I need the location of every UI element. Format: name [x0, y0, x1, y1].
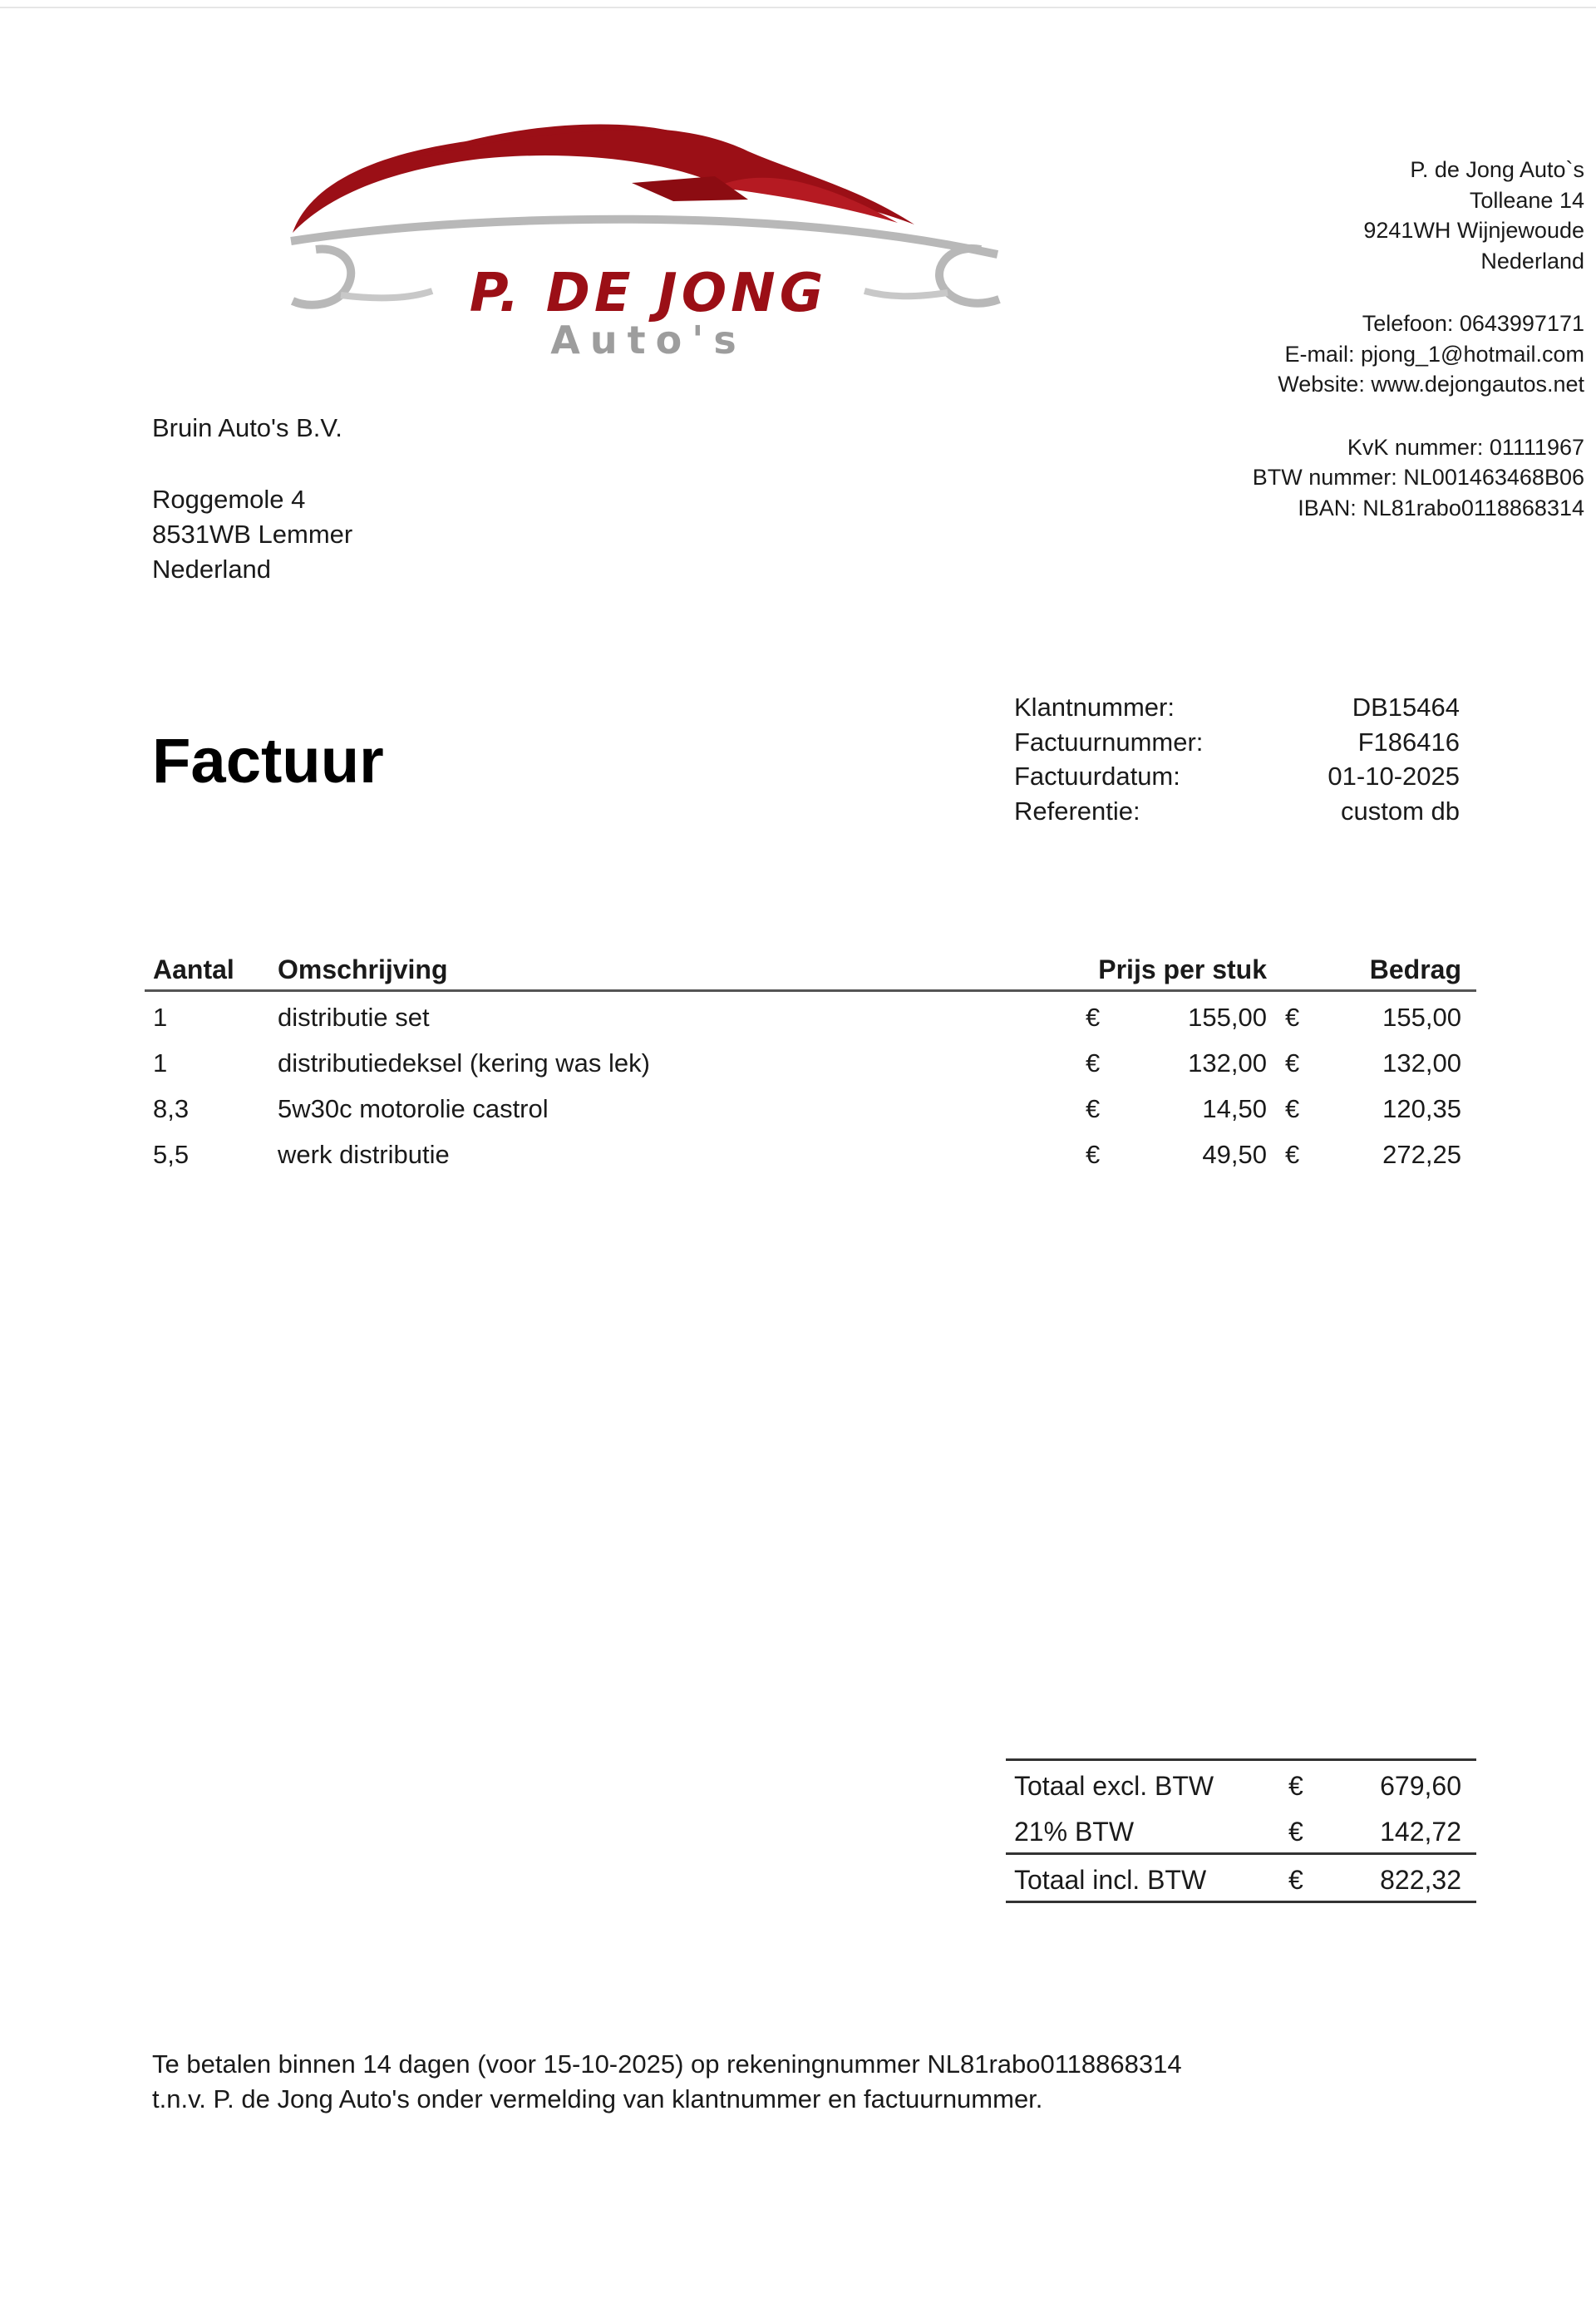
meta-row	[1014, 690, 1460, 725]
company-country: Nederland	[1480, 248, 1584, 274]
item-qty: 8,3	[153, 1094, 190, 1123]
currency-symbol: €	[1285, 1048, 1300, 1078]
currency-symbol: €	[1086, 1048, 1101, 1078]
client-postal-city: 8531WB Lemmer	[152, 520, 353, 549]
currency-symbol: €	[1285, 1003, 1300, 1032]
currency-symbol: €	[1086, 1094, 1101, 1123]
meta-label: Factuurnummer:	[1014, 727, 1204, 757]
item-unit-price: 155,00	[1188, 1003, 1267, 1032]
total-row-excl-vat	[1006, 1761, 1476, 1807]
header-qty: Aantal	[153, 954, 234, 984]
table-header	[145, 951, 1476, 992]
company-address-block	[1002, 155, 1584, 523]
item-description: distributiedeksel (kering was lek)	[278, 1048, 650, 1078]
currency-symbol: €	[1086, 1140, 1101, 1169]
item-description: werk distributie	[278, 1140, 450, 1169]
total-label: 21% BTW	[1014, 1817, 1135, 1847]
client-address-block	[152, 411, 352, 587]
total-label: Totaal incl. BTW	[1014, 1865, 1207, 1895]
table-row	[145, 1083, 1476, 1129]
line-items-table	[145, 951, 1476, 1175]
company-name: P. de Jong Auto`s	[1410, 157, 1584, 182]
item-amount: 132,00	[1382, 1048, 1461, 1078]
meta-row	[1014, 759, 1460, 794]
currency-symbol: €	[1285, 1094, 1300, 1123]
total-label: Totaal excl. BTW	[1014, 1771, 1214, 1801]
company-phone: Telefoon: 0643997171	[1362, 311, 1584, 336]
payment-terms-line: t.n.v. P. de Jong Auto's onder vermelding van klantnummer en factuurnummer.	[152, 2084, 1043, 2113]
client-country: Nederland	[152, 555, 272, 584]
total-row-incl-vat	[1006, 1855, 1476, 1901]
item-unit-price: 132,00	[1188, 1048, 1267, 1078]
company-iban: IBAN: NL81rabo0118868314	[1298, 495, 1584, 520]
payment-terms-line: Te betalen binnen 14 dagen (voor 15-10-2025) op rekeningnummer NL81rabo0118868314	[152, 2049, 1182, 2079]
top-divider	[0, 7, 1596, 8]
company-btw: BTW nummer: NL001463468B06	[1252, 465, 1584, 490]
item-qty: 1	[153, 1048, 168, 1078]
meta-value: 01-10-2025	[1328, 762, 1460, 791]
item-amount: 272,25	[1382, 1140, 1461, 1169]
currency-symbol: €	[1288, 1817, 1303, 1847]
item-unit-price: 14,50	[1202, 1094, 1267, 1123]
meta-label: Referentie:	[1014, 796, 1140, 826]
currency-symbol: €	[1285, 1140, 1300, 1169]
item-amount: 120,35	[1382, 1094, 1461, 1123]
meta-value: F186416	[1357, 727, 1460, 757]
table-row	[145, 992, 1476, 1038]
item-qty: 5,5	[153, 1140, 190, 1169]
company-website: Website: www.dejongautos.net	[1278, 372, 1584, 397]
client-street: Roggemole 4	[152, 485, 306, 514]
company-postal-city: 9241WH Wijnjewoude	[1363, 218, 1584, 243]
total-row-vat	[1006, 1807, 1476, 1852]
logo-brand-text: P. DE JONG	[469, 263, 828, 324]
client-name: Bruin Auto's B.V.	[152, 413, 342, 442]
meta-value: DB15464	[1352, 693, 1460, 722]
header-description: Omschrijving	[278, 954, 448, 984]
total-value: 679,60	[1380, 1771, 1461, 1801]
company-email: E-mail: pjong_1@hotmail.com	[1284, 341, 1584, 367]
totals-block	[1006, 1758, 1476, 1903]
item-description: distributie set	[278, 1003, 430, 1032]
invoice-meta	[1014, 690, 1460, 828]
header-amount: Bedrag	[1369, 954, 1461, 984]
item-qty: 1	[153, 1003, 168, 1032]
company-street: Tolleane 14	[1469, 187, 1584, 213]
total-value: 142,72	[1380, 1817, 1461, 1847]
company-logo	[283, 108, 1014, 374]
meta-row	[1014, 794, 1460, 829]
currency-symbol: €	[1288, 1865, 1303, 1895]
item-amount: 155,00	[1382, 1003, 1461, 1032]
payment-terms	[152, 2047, 1182, 2117]
table-row	[145, 1038, 1476, 1083]
meta-row	[1014, 725, 1460, 760]
meta-value: custom db	[1340, 796, 1460, 826]
total-value: 822,32	[1380, 1865, 1461, 1895]
document-title: Factuur	[152, 726, 384, 797]
logo-sub-text: Auto's	[550, 318, 746, 362]
currency-symbol: €	[1288, 1771, 1303, 1801]
meta-label: Factuurdatum:	[1014, 762, 1180, 791]
company-kvk: KvK nummer: 01111967	[1347, 434, 1584, 460]
currency-symbol: €	[1086, 1003, 1101, 1032]
meta-label: Klantnummer:	[1014, 693, 1175, 722]
item-unit-price: 49,50	[1202, 1140, 1267, 1169]
item-description: 5w30c motorolie castrol	[278, 1094, 549, 1123]
header-unit-price: Prijs per stuk	[1098, 954, 1267, 984]
table-row	[145, 1129, 1476, 1175]
totals-divider	[1006, 1901, 1476, 1903]
